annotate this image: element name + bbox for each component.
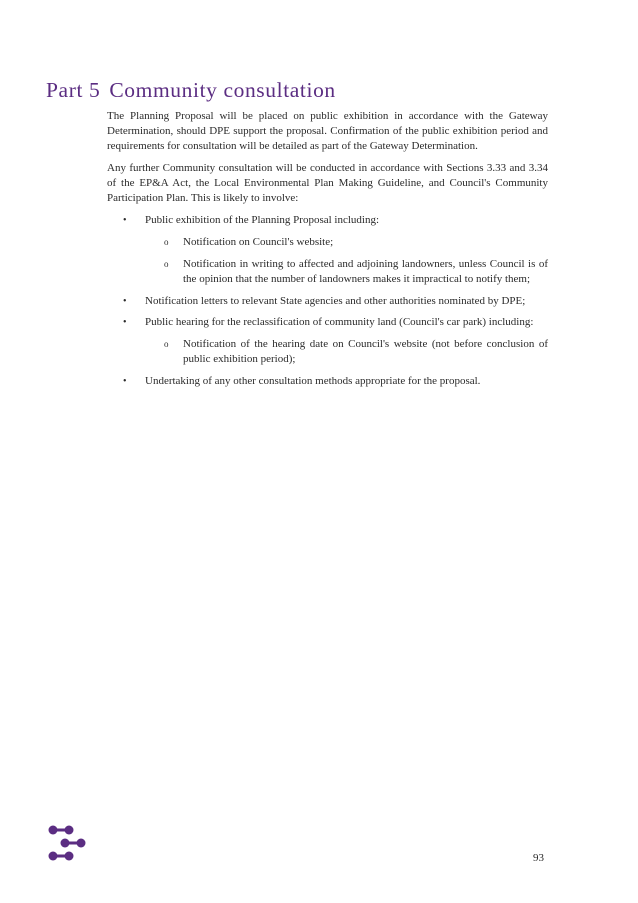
list-item [107, 374, 548, 389]
list-item-text: Public hearing for the reclassification of community land (Council's car park) including: [145, 316, 534, 328]
sub-bullet-marker: o [164, 259, 169, 269]
sub-list-item [144, 235, 548, 250]
council-logo-icon [47, 825, 89, 862]
bullet-marker: • [123, 215, 127, 226]
bullet-marker: • [123, 317, 127, 328]
sub-list-item-text: Notification of the hearing date on Council's website (not before conclusion of public exhibition period); [183, 338, 548, 365]
paragraph: Any further Community consultation will be conducted in accordance with Sections 3.33 and 3.34 of the EP&A Act, the Local Environmental Plan Making Guideline, and Council's Community Participation Plan. This is likely to involve: [107, 162, 548, 204]
page-number: 93 [533, 852, 544, 864]
sub-list [145, 235, 548, 287]
page-heading [46, 78, 336, 103]
list-item-text: Notification letters to relevant State agencies and other authorities nominated by DPE; [145, 295, 526, 307]
sub-list-item-text: Notification in writing to affected and adjoining landowners, unless Council is of the opinion that the number of landowners makes it impractical to notify them; [183, 258, 548, 285]
heading-title: Community consultation [109, 78, 336, 102]
consultation-list [107, 213, 548, 389]
list-item [107, 315, 548, 367]
sub-list-item [144, 257, 548, 287]
sub-bullet-marker: o [164, 237, 169, 247]
paragraph: The Planning Proposal will be placed on public exhibition in accordance with the Gateway Determination, should DPE support the proposal. Confirmation of the public exhibition period and requirements for consultation will be detailed as part of the Gateway Determination. [107, 110, 548, 152]
section-body [107, 109, 548, 395]
sub-list-item-text: Notification on Council's website; [183, 236, 334, 248]
list-item-text: Undertaking of any other consultation methods appropriate for the proposal. [145, 375, 481, 387]
sub-list [145, 337, 548, 367]
list-item [107, 294, 548, 309]
bullet-marker: • [123, 296, 127, 307]
list-item [107, 213, 548, 287]
sub-bullet-marker: o [164, 339, 169, 349]
bullet-marker: • [123, 376, 127, 387]
list-item-text: Public exhibition of the Planning Proposal including: [145, 214, 380, 226]
sub-list-item [144, 337, 548, 367]
heading-part-number: Part 5 [46, 78, 101, 102]
